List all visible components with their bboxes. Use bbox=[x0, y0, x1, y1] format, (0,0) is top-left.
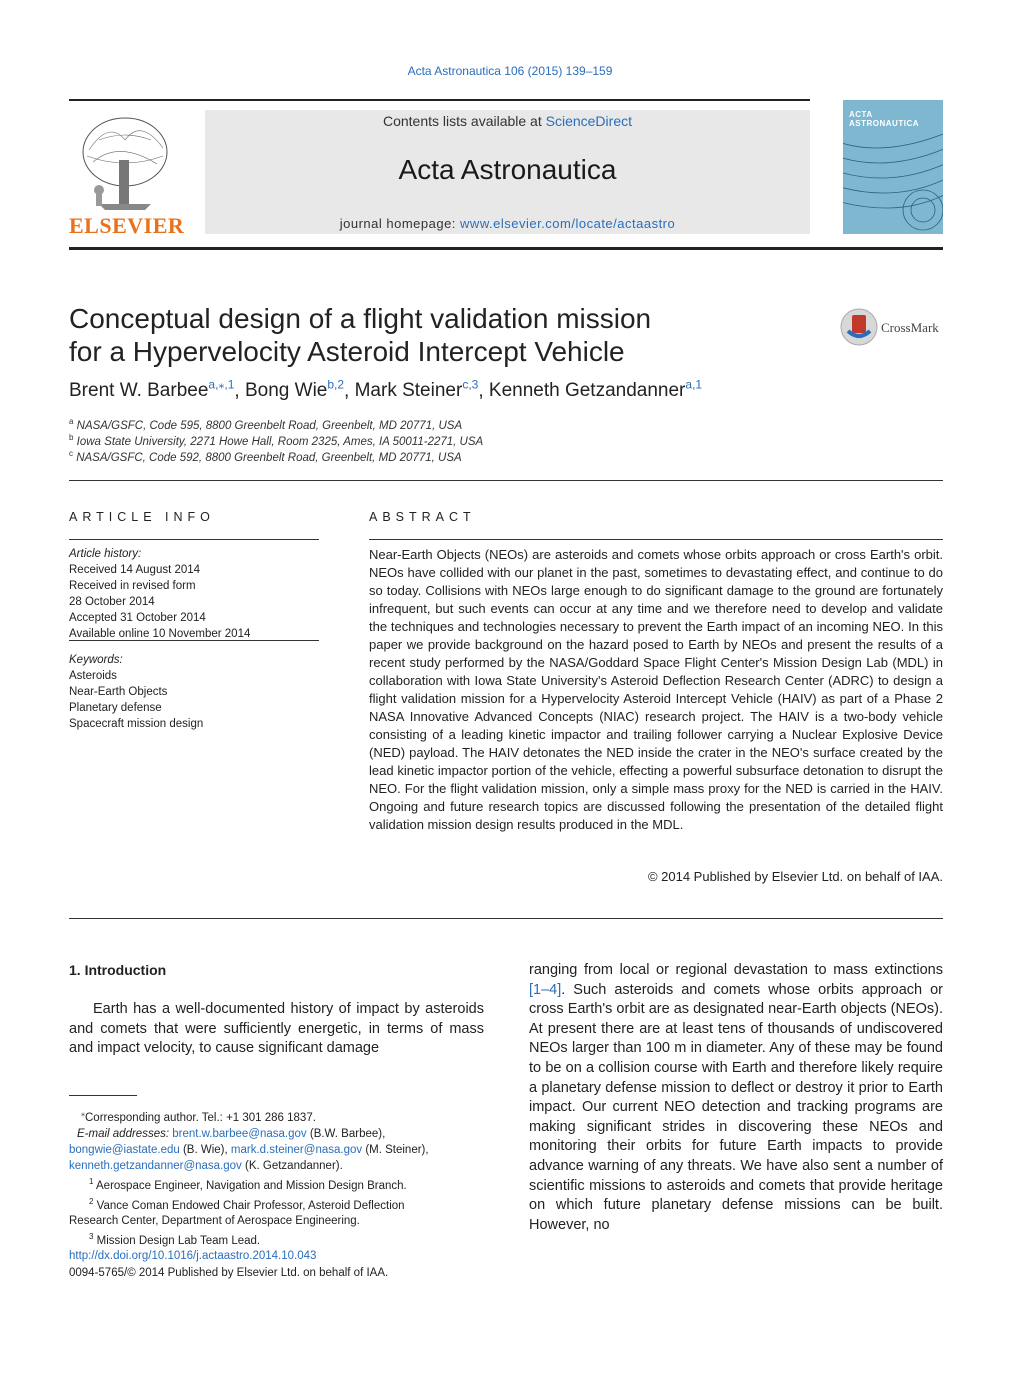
article-info-rule bbox=[69, 539, 319, 540]
journal-cover-thumbnail[interactable] bbox=[843, 100, 943, 234]
email-owner: (B.W. Barbee), bbox=[306, 1127, 386, 1140]
corresponding-footnote bbox=[69, 1106, 489, 1126]
header-bottom-rule bbox=[69, 247, 943, 250]
author-affiliation-marks[interactable]: c,3 bbox=[462, 378, 479, 392]
history-entry: Received in revised form bbox=[69, 580, 196, 592]
email-label: E-mail addresses: bbox=[77, 1127, 173, 1140]
affiliation-text: Iowa State University, 2271 Howe Hall, Room 2325, Ames, IA 50011-2271, USA bbox=[76, 435, 484, 448]
author-separator: , bbox=[344, 380, 355, 402]
email-line-3 bbox=[69, 1158, 489, 1174]
footnote-3 bbox=[69, 1229, 489, 1249]
author-affiliation-marks[interactable]: b,2 bbox=[327, 378, 345, 392]
elsevier-wordmark[interactable]: ELSEVIER bbox=[69, 213, 185, 238]
footnote-mark: 1 bbox=[89, 1176, 94, 1186]
affiliation-mark: c bbox=[69, 449, 73, 458]
contents-line bbox=[205, 113, 810, 129]
author-list bbox=[69, 378, 943, 402]
journal-title: Acta Astronautica bbox=[398, 154, 617, 185]
footnote-text: Mission Design Lab Team Lead. bbox=[96, 1235, 261, 1248]
email-owner: (B. Wie), bbox=[179, 1143, 231, 1156]
abstract-text: Near-Earth Objects (NEOs) are asteroids and comets whose orbits approach or cross Earth's orbit. NEOs have collided with our planet in the past, sometimes to devastating effect, and continue to do so today. Collisions with NEOs large enough to do significant damage to the ground are fortunately infrequent, but such events can occur at any time and we therefore need to develop and validate the techniques and technologies necessary to prevent the Earth impact of an incoming NEO. In this paper we provide background on the hazard posed to Earth by NEOs and present the results of a recent study performed by the NASA/Goddard Space Flight Center's Mission Design Lab (MDL) in collaboration with Iowa State University's Asteroid Deflection Research Center (ADRC) to design a flight validation mission for a Hypervelocity Asteroid Intercept Vehicle (HAIV) as part of a Phase 2 NASA Innovative Advanced Concepts (NIAC) research project. The HAIV is a two-body vehicle consisting of a leading kinetic impactor and trailing follower carrying a Nuclear Explosive Device (NED) payload. The HAIV detonates the NED inside the crater in the NEO's surface created by the lead kinetic impactor portion of the vehicle, effecting a powerful subsurface detonation to disrupt the NEO. For the flight validation mission, only a simple mass proxy for the NED is carried in the HAIV. Ongoing and future research topics are discussed following the presentation of the detailed flight validation mission design results produced in the MDL. bbox=[369, 547, 943, 832]
crossmark-label[interactable]: CrossMark bbox=[881, 320, 939, 335]
header-top-rule bbox=[69, 99, 810, 101]
author-separator: , bbox=[234, 380, 245, 402]
affiliation-b bbox=[69, 433, 483, 448]
author-name: Kenneth Getzandanner bbox=[488, 380, 686, 402]
author-3[interactable] bbox=[355, 380, 479, 401]
intro-paragraph-right bbox=[529, 961, 943, 1235]
keyword: Asteroids bbox=[69, 670, 117, 682]
section-rule bbox=[69, 480, 943, 481]
intro-text-post: . Such asteroids and comets whose orbits approach or cross Earth's orbit are as designated near-Earth objects (NEOs). At present there are at least tens of thousands of undiscovered NEOs larger than 100 m in diameter. Any of these may be found to be on a collision course with Earth and therefore likely require a planetary defense mission to deflect or destroy it prior to Earth impact. Our current NEO detection and tracking programs are making significant strides in discovering these NEOs and monitoring their orbits for future Earth impacts to provide advance warning of any threats. We have also sent a number of scientific missions to asteroids and comets that provide heritage on which future planetary defense missions can be built. However, no bbox=[529, 981, 943, 1233]
email-link[interactable]: bongwie@iastate.edu bbox=[69, 1143, 180, 1156]
issn-copyright: 0094-5765/© 2014 Published by Elsevier Ltd. on behalf of IAA. bbox=[69, 1267, 389, 1279]
journal-citation[interactable]: Acta Astronautica 106 (2015) 139–159 bbox=[407, 64, 613, 78]
footnotes bbox=[69, 1106, 489, 1249]
affiliation-a bbox=[69, 417, 462, 432]
footnote-1 bbox=[69, 1174, 489, 1194]
keyword: Spacecraft mission design bbox=[69, 718, 204, 730]
footnote-mark: 3 bbox=[89, 1232, 94, 1242]
section-1-heading: 1. Introduction bbox=[69, 962, 167, 978]
abstract-heading: ABSTRACT bbox=[369, 510, 476, 524]
affiliation-text: NASA/GSFC, Code 595, 8800 Greenbelt Road, Greenbelt, MD 20771, USA bbox=[76, 419, 463, 432]
history-rule bbox=[69, 640, 319, 641]
author-1[interactable] bbox=[69, 380, 234, 401]
footnote-2-cont bbox=[69, 1213, 489, 1229]
intro-text-pre: ranging from local or regional devastation to mass extinctions bbox=[529, 962, 943, 978]
author-name: Bong Wie bbox=[244, 380, 328, 402]
corresponding-text: Corresponding author. Tel.: +1 301 286 1837. bbox=[85, 1111, 316, 1124]
homepage-prefix: journal homepage: bbox=[339, 216, 461, 231]
author-name: Brent W. Barbee bbox=[69, 380, 209, 402]
homepage-link[interactable]: www.elsevier.com/locate/actaastro bbox=[460, 216, 676, 231]
cover-title: ACTA ASTRONAUTICA bbox=[849, 110, 919, 128]
keyword: Near-Earth Objects bbox=[69, 686, 168, 698]
affiliation-text: NASA/GSFC, Code 592, 8800 Greenbelt Road, Greenbelt, MD 20771, USA bbox=[76, 451, 462, 464]
title-line-1: Conceptual design of a flight validation mission bbox=[69, 303, 652, 334]
doi-link[interactable]: http://dx.doi.org/10.1016/j.actaastro.2014.10.043 bbox=[69, 1250, 317, 1262]
email-line-1 bbox=[69, 1126, 489, 1142]
article-history bbox=[69, 546, 329, 642]
email-link[interactable]: mark.d.steiner@nasa.gov bbox=[230, 1143, 363, 1156]
affiliation-mark: b bbox=[69, 433, 74, 442]
article-title bbox=[69, 302, 769, 368]
keywords-label: Keywords: bbox=[69, 654, 123, 666]
email-link[interactable]: brent.w.barbee@nasa.gov bbox=[172, 1127, 307, 1140]
author-4[interactable] bbox=[489, 380, 702, 401]
author-affiliation-marks[interactable]: a,1 bbox=[685, 378, 703, 392]
abstract-copyright: © 2014 Published by Elsevier Ltd. on behalf of IAA. bbox=[647, 869, 943, 884]
footnote-text: Aerospace Engineer, Navigation and Mission Design Branch. bbox=[96, 1179, 407, 1192]
reference-link[interactable]: [1–4] bbox=[529, 981, 562, 998]
asterisk-mark: ⁎ bbox=[81, 1109, 85, 1118]
abstract-rule bbox=[369, 539, 943, 540]
footnote-mark: 2 bbox=[89, 1196, 94, 1206]
footnote-text: Research Center, Department of Aerospace Engineering. bbox=[69, 1215, 360, 1228]
footnote-2 bbox=[69, 1194, 489, 1214]
cover-orbit-graphic bbox=[843, 100, 943, 234]
affiliation-c bbox=[69, 449, 462, 464]
footnote-rule bbox=[69, 1095, 137, 1096]
footnote-text: Vance Coman Endowed Chair Professor, Asteroid Deflection bbox=[96, 1199, 405, 1212]
author-affiliation-marks[interactable]: a,⁎,1 bbox=[208, 378, 235, 392]
intro-paragraph-left: Earth has a well-documented history of impact by asteroids and comets that were sufficiently energetic, in terms of mass and impact velocity, to cause significant damage bbox=[69, 1001, 484, 1057]
keyword: Planetary defense bbox=[69, 702, 162, 714]
email-owner: (M. Steiner), bbox=[362, 1143, 429, 1156]
author-separator: , bbox=[478, 380, 489, 402]
article-info-heading: ARTICLE INFO bbox=[69, 510, 215, 524]
history-entry: Received 14 August 2014 bbox=[69, 564, 201, 576]
sciencedirect-link[interactable]: ScienceDirect bbox=[545, 113, 632, 129]
history-entry: Accepted 31 October 2014 bbox=[69, 612, 206, 624]
title-line-2: for a Hypervelocity Asteroid Intercept Vehicle bbox=[69, 336, 625, 367]
email-owner: (K. Getzandanner). bbox=[241, 1159, 343, 1172]
author-name: Mark Steiner bbox=[354, 380, 463, 402]
history-label: Article history: bbox=[69, 548, 142, 560]
crossmark-icon[interactable] bbox=[838, 307, 880, 347]
affiliation-mark: a bbox=[69, 417, 74, 426]
keywords bbox=[69, 652, 329, 732]
author-2[interactable] bbox=[245, 380, 344, 401]
email-line-2 bbox=[69, 1142, 489, 1158]
contents-prefix: Contents lists available at bbox=[382, 113, 546, 129]
history-entry: 28 October 2014 bbox=[69, 596, 155, 608]
email-link[interactable]: kenneth.getzandanner@nasa.gov bbox=[69, 1159, 242, 1172]
history-entry: Available online 10 November 2014 bbox=[69, 628, 251, 640]
body-rule bbox=[69, 918, 943, 919]
homepage-line bbox=[205, 216, 810, 231]
